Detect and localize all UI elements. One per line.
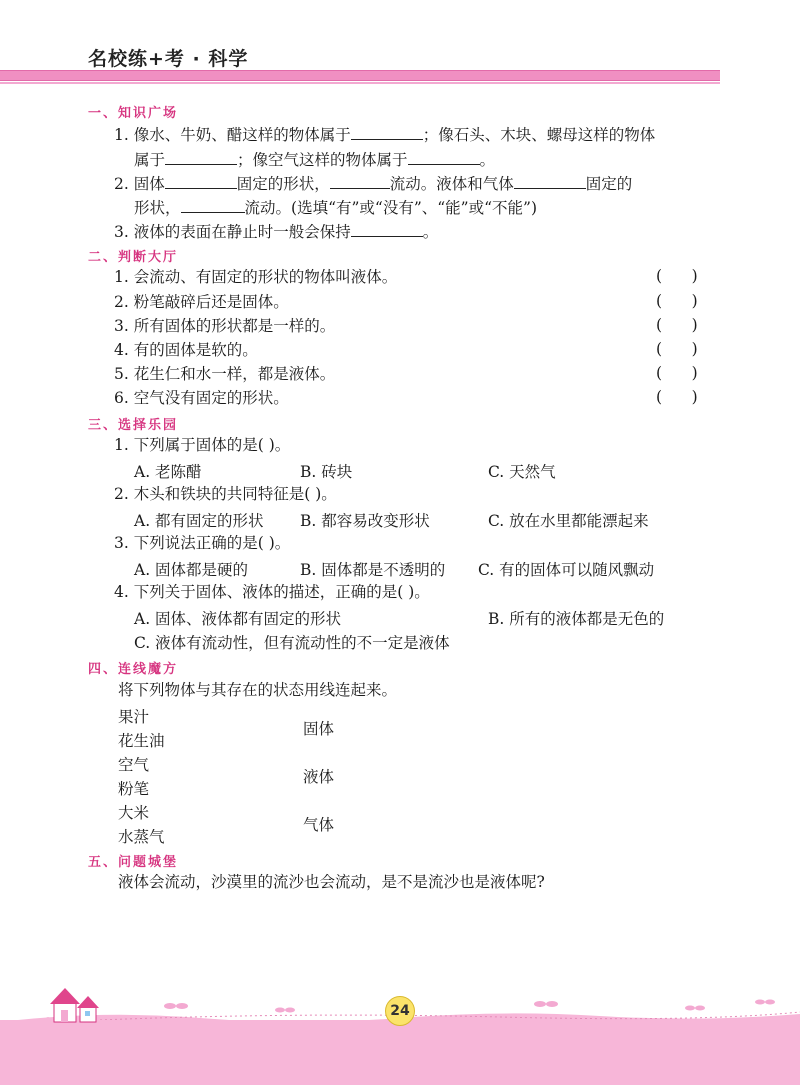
- choice-q2-option-c[interactable]: C. 放在水里都能漂起来: [488, 512, 649, 530]
- q2-text-b: 固定的形状，: [236, 175, 330, 193]
- choice-q1: 1. 下列属于固体的是( )。: [114, 436, 291, 454]
- q2-line1: [114, 172, 632, 194]
- q2-text-a: 2. 固体: [114, 175, 165, 193]
- q2-text-f: 流动。(选填“有”或“没有”、“能”或“不能”): [244, 199, 538, 217]
- q1-text-c: 属于: [134, 151, 166, 169]
- choice-q4-option-a[interactable]: A. 固体、液体都有固定的形状: [134, 610, 342, 628]
- choice-q1-option-b[interactable]: B. 砖块: [300, 463, 353, 481]
- match-left-item-4[interactable]: 粉笔: [118, 780, 150, 798]
- section-title-question: 五、问题城堡: [88, 855, 179, 870]
- judge-answer-1[interactable]: ( ): [656, 267, 698, 285]
- page-number: 24: [385, 996, 415, 1026]
- q3-text-b: 。: [422, 223, 439, 241]
- q2-blank-3[interactable]: [514, 172, 586, 189]
- section-title-matching: 四、连线魔方: [88, 662, 179, 677]
- match-right-solid[interactable]: 固体: [303, 720, 335, 738]
- q1-text-e: 。: [479, 151, 496, 169]
- q2-line2: [134, 196, 537, 218]
- judge-item-3: 3. 所有固体的形状都是一样的。: [114, 317, 336, 335]
- match-right-gas[interactable]: 气体: [303, 816, 335, 834]
- q1-text-d: ；像空气这样的物体属于: [237, 151, 408, 169]
- match-left-item-1[interactable]: 果汁: [118, 708, 150, 726]
- section-title-judgement: 二、判断大厅: [88, 250, 179, 265]
- judge-item-2: 2. 粉笔敲碎后还是固体。: [114, 293, 289, 311]
- choice-q1-option-c[interactable]: C. 天然气: [488, 463, 556, 481]
- judge-item-5: 5. 花生仁和水一样，都是液体。: [114, 365, 336, 383]
- q2-text-d: 固定的: [585, 175, 633, 193]
- choice-q2-option-b[interactable]: B. 都容易改变形状: [300, 512, 430, 530]
- judge-item-6: 6. 空气没有固定的形状。: [114, 389, 289, 407]
- matching-intro: 将下列物体与其存在的状态用线连起来。: [118, 681, 398, 699]
- section-title-knowledge: 一、知识广场: [88, 106, 179, 121]
- header-bar-thin: [0, 82, 720, 84]
- q1-blank-2[interactable]: [165, 148, 237, 165]
- match-left-item-3[interactable]: 空气: [118, 756, 150, 774]
- q3-blank[interactable]: [351, 220, 423, 237]
- open-question: 液体会流动，沙漠里的流沙也会流动，是不是流沙也是液体呢?: [118, 873, 545, 891]
- choice-q4: 4. 下列关于固体、液体的描述，正确的是( )。: [114, 583, 430, 601]
- house-icon: [44, 980, 106, 1026]
- choice-q3-option-c[interactable]: C. 有的固体可以随风飘动: [478, 561, 655, 579]
- q2-blank-4[interactable]: [181, 196, 245, 213]
- choice-q3-option-b[interactable]: B. 固体都是不透明的: [300, 561, 446, 579]
- q2-text-e: 形状，: [134, 199, 181, 217]
- q2-text-c: 流动。液体和气体: [389, 175, 514, 193]
- q2-blank-1[interactable]: [165, 172, 237, 189]
- choice-q3: 3. 下列说法正确的是( )。: [114, 534, 291, 552]
- match-right-liquid[interactable]: 液体: [303, 768, 335, 786]
- judge-answer-4[interactable]: ( ): [656, 340, 698, 358]
- q1-line2: [134, 148, 495, 170]
- section-title-choice: 三、选择乐园: [88, 418, 179, 433]
- judge-answer-3[interactable]: ( ): [656, 316, 698, 334]
- q1-line1: [114, 123, 655, 145]
- judge-item-1: 1. 会流动、有固定的形状的物体叫液体。: [114, 268, 398, 286]
- q1-text-a: 1. 像水、牛奶、醋这样的物体属于: [114, 126, 351, 144]
- q1-blank-1[interactable]: [351, 123, 423, 140]
- q3-text-a: 3. 液体的表面在静止时一般会保持: [114, 223, 351, 241]
- match-left-item-2[interactable]: 花生油: [118, 732, 165, 750]
- choice-q2: 2. 木头和铁块的共同特征是( )。: [114, 485, 337, 503]
- judge-answer-6[interactable]: ( ): [656, 388, 698, 406]
- judge-answer-5[interactable]: ( ): [656, 364, 698, 382]
- choice-q1-option-a[interactable]: A. 老陈醋: [134, 463, 202, 481]
- match-left-item-6[interactable]: 水蒸气: [118, 828, 165, 846]
- choice-q4-option-c[interactable]: C. 液体有流动性，但有流动性的不一定是液体: [134, 634, 450, 652]
- judge-item-4: 4. 有的固体是软的。: [114, 341, 258, 359]
- book-title: 名校练+考 · 科学: [88, 48, 249, 70]
- judge-answer-2[interactable]: ( ): [656, 292, 698, 310]
- q1-text-b: ；像石头、木块、螺母这样的物体: [422, 126, 656, 144]
- choice-q2-option-a[interactable]: A. 都有固定的形状: [134, 512, 264, 530]
- sprout-decoration-icon: [150, 994, 790, 1018]
- choice-q3-option-a[interactable]: A. 固体都是硬的: [134, 561, 249, 579]
- header-bar: [0, 70, 720, 81]
- q2-blank-2[interactable]: [330, 172, 390, 189]
- q3-line: [114, 220, 438, 242]
- footer-band: [0, 1020, 800, 1085]
- q1-blank-3[interactable]: [408, 148, 480, 165]
- match-left-item-5[interactable]: 大米: [118, 804, 150, 822]
- choice-q4-option-b[interactable]: B. 所有的液体都是无色的: [488, 610, 665, 628]
